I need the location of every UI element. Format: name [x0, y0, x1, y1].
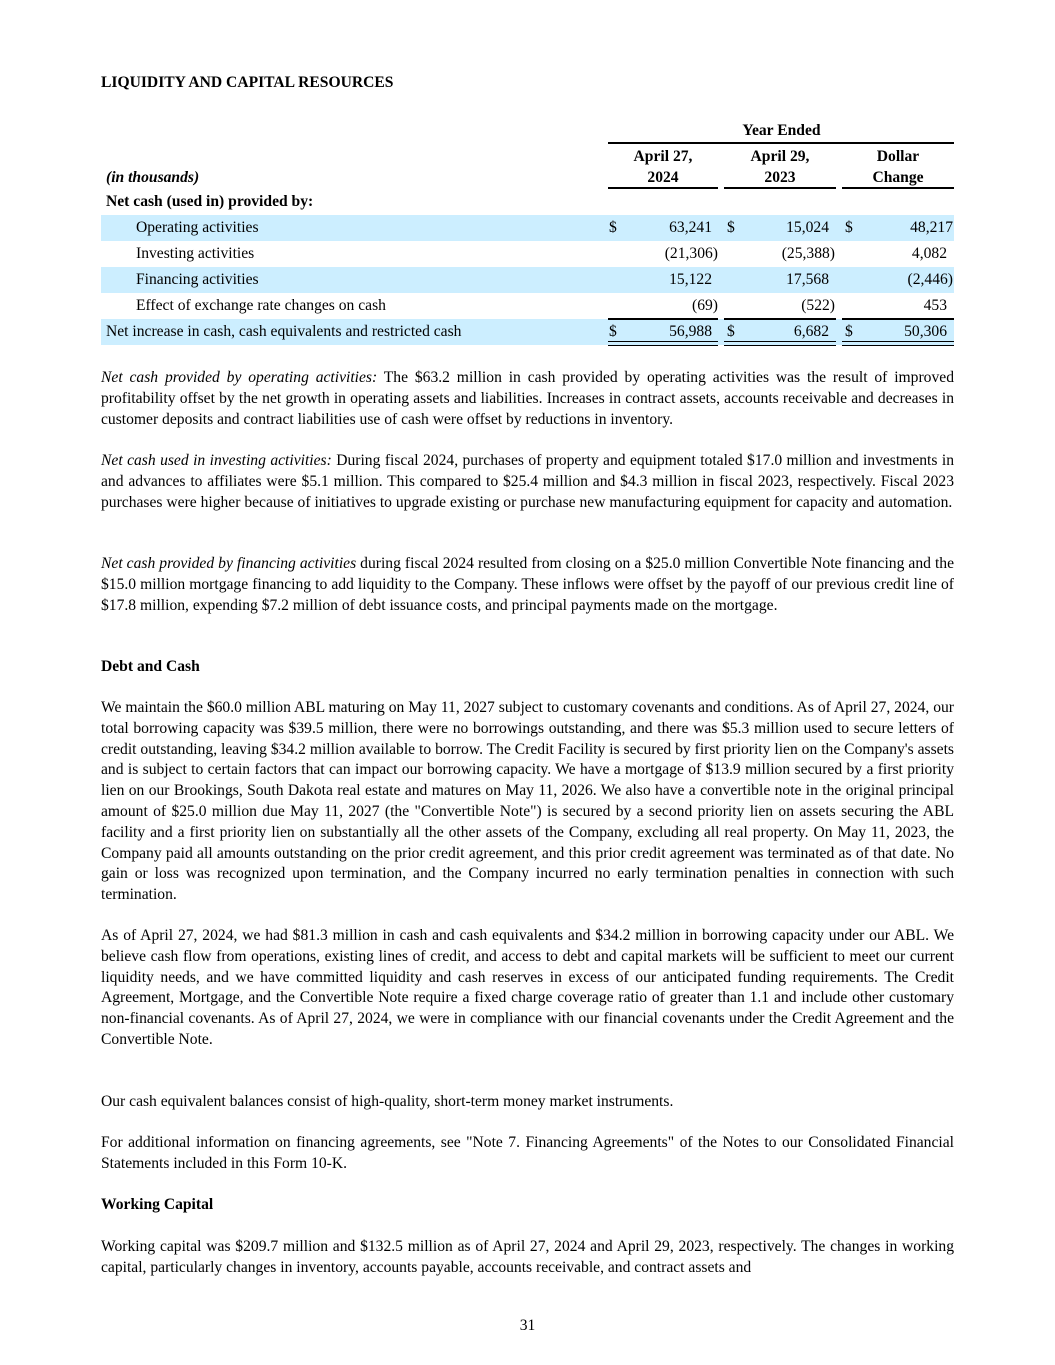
group-label-row [101, 189, 954, 215]
cash-flow-table [101, 189, 954, 345]
dollar-sign: $ [727, 219, 735, 236]
value-2023: 6,682 [793, 323, 829, 340]
value-2023: 17,568 [786, 271, 829, 288]
row-label: Financing activities [136, 271, 259, 288]
double-underline [842, 341, 954, 346]
value-change: 453 [923, 297, 947, 314]
value-change: 50,306 [904, 323, 947, 340]
table-row-investing [101, 241, 954, 267]
subtotal-rule [842, 318, 954, 320]
unit-label: (in thousands) [106, 169, 200, 186]
working-capital-heading: Working Capital [101, 1196, 214, 1213]
debt-paragraph-1: We maintain the $60.0 million ABL maturing on May 11, 2027 subject to customary covenants and conditions. As of April 27, 2024, our total borrowing capacity was $39.5 million, there were no borrowings outstanding, and there was $5.3 million used to secure letters of credit outstanding, leaving $34.2 million available to borrow. The Credit Facility is secured by first priority lien on the Company's assets and is subject to certain factors that can impact our borrowing capacity. We have a mortgage of $13.9 million secured by a first priority lien on our Brookings, South Dakota real estate and matures on May 11, 2026. We also have a convertible note in the original principal amount of $25.0 million due May 11, 2027 (the "Convertible Note") is secured by a second priority lien on assets securing the ABL facility and a first priority lien on substantially all the other assets of the Company, excluding all real property. On May 11, 2023, the Company paid all amounts outstanding on the prior credit agreement, and this prior credit agreement was terminated as of that date. No gain or loss was recognized upon termination, and the Company incurred no early termination penalties in connection with such termination. [101, 699, 954, 904]
section-title: LIQUIDITY AND CAPITAL RESOURCES [101, 74, 394, 91]
value-2023: (25,388) [781, 245, 835, 262]
subtotal-rule [724, 318, 836, 320]
dollar-sign: $ [609, 219, 617, 236]
double-underline [724, 341, 836, 346]
double-underline [608, 341, 718, 346]
debt-paragraph-2: As of April 27, 2024, we had $81.3 million in cash and cash equivalents and $34.2 million in borrowing capacity under our ABL. We believe cash flow from operations, existing lines of credit, and access to debt and capital markets will be sufficient to meet our current liquidity needs, and we have committed liquidity and cash reserves in excess of our anticipated funding requirements. The Credit Agreement, Mortgage, and the Convertible Note require a fixed charge coverage ratio of greater than 1.1 and include other customary non-financial covenants. As of April 27, 2024, we were in compliance with our financial covenants under the Credit Agreement and the Convertible Note. [101, 927, 954, 1048]
header-rule [608, 142, 954, 144]
debt-paragraph-4: For additional information on financing agreements, see "Note 7. Financing Agreements" of the Notes to our Consolidated Financial Statements included in this Form 10-K. [101, 1134, 954, 1172]
table-row-exchange-rate [101, 293, 954, 319]
row-label: Effect of exchange rate changes on cash [136, 297, 386, 314]
value-change: (2,446) [907, 271, 953, 288]
financing-activities-paragraph: Net cash provided by financing activities during fiscal 2024 resulted from closing on a $25.0 million Convertible Note financing and the $15.0 million mortgage financing to add liquidity to the Company. These inflows were offset by the payoff of our previous credit line of $17.8 million, expending $7.2 million of debt issuance costs, and principal payments made on the mortgage. [101, 555, 955, 614]
value-2024: (69) [692, 297, 718, 314]
value-2024: 56,988 [669, 323, 712, 340]
dollar-sign: $ [845, 323, 853, 340]
column-header-2024: April 27, 2024 [633, 148, 693, 186]
column-header-2023: April 29, 2023 [750, 148, 810, 186]
value-2023: (522) [801, 297, 835, 314]
table-row-financing [101, 267, 954, 293]
value-2023: 15,024 [786, 219, 829, 236]
dollar-sign: $ [609, 323, 617, 340]
table-row-operating [101, 215, 954, 241]
paragraph-lead: Net cash provided by financing activities [101, 555, 357, 572]
dollar-sign: $ [727, 323, 735, 340]
subtotal-rule [608, 318, 718, 320]
paragraph-lead: Net cash provided by operating activities: [101, 369, 378, 386]
working-capital-paragraph: Working capital was $209.7 million and $132.5 million as of April 27, 2024 and April 29, 2023, respectively. The changes in working capital, particularly changes in inventory, accounts payable, accounts receivable, and contract assets and [101, 1238, 954, 1276]
value-2024: 63,241 [669, 219, 712, 236]
row-label: Investing activities [136, 245, 255, 262]
period-header: Year Ended [742, 122, 821, 139]
page-number: 31 [519, 1317, 536, 1334]
row-label: Operating activities [136, 219, 259, 236]
debt-and-cash-heading: Debt and Cash [101, 658, 200, 675]
operating-activities-paragraph: Net cash provided by operating activities: The $63.2 million in cash provided by operating activities was the result of improved profitability offset by the net growth in operating assets and liabilities. Increases in contract assets, accounts receivable and decreases in customer deposits and contract liabilities use of cash were offset by reductions in inventory. [101, 369, 954, 428]
paragraph-lead: Net cash used in investing activities: [101, 452, 332, 469]
investing-activities-paragraph: Net cash used in investing activities: During fiscal 2024, purchases of property and equipment totaled $17.0 million and investments in and advances to affiliates were $5.1 million. This compared to $25.4 million and $4.3 million in fiscal 2023, respectively. Fiscal 2023 purchases were higher because of initiatives to upgrade existing or purchase new manufacturing equipment for capacity and automation. [101, 452, 954, 511]
row-label: Net increase in cash, cash equivalents and restricted cash [106, 323, 462, 340]
value-change: 48,217 [910, 219, 953, 236]
value-2024: (21,306) [664, 245, 718, 262]
value-2024: 15,122 [669, 271, 712, 288]
column-header-change: Dollar Change [872, 148, 924, 186]
debt-paragraph-3: Our cash equivalent balances consist of high-quality, short-term money market instruments. [101, 1093, 674, 1110]
dollar-sign: $ [845, 219, 853, 236]
group-label: Net cash (used in) provided by: [106, 193, 314, 210]
value-change: 4,082 [911, 245, 947, 262]
